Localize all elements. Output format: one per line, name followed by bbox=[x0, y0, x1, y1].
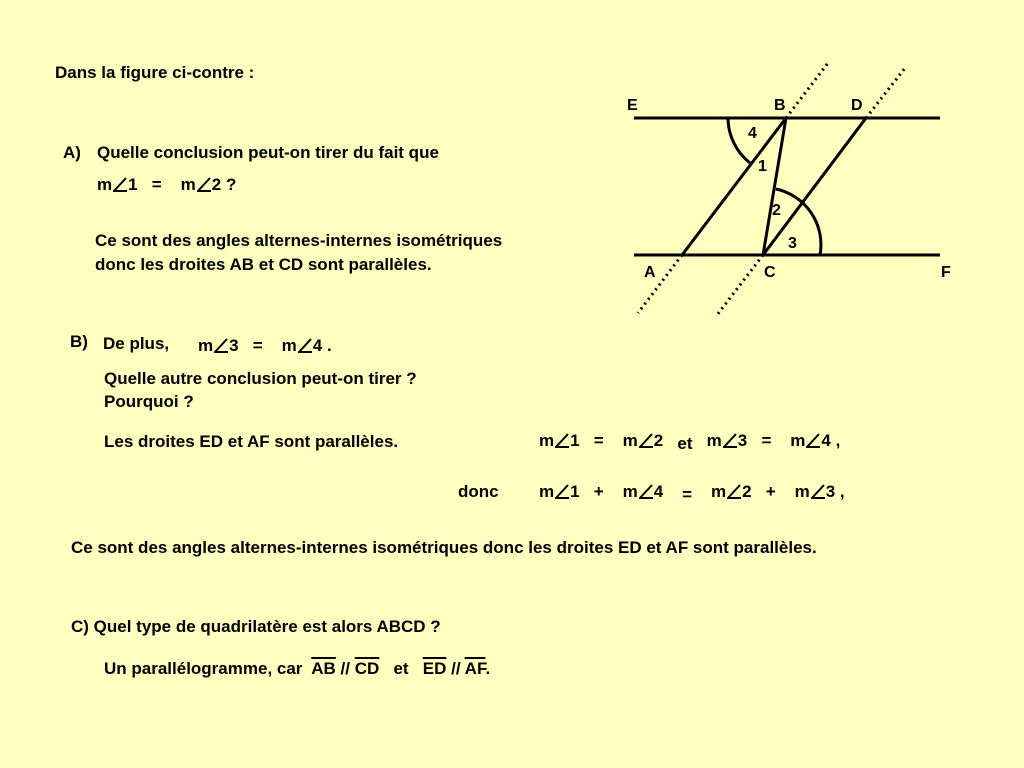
part-b-equation bbox=[198, 335, 332, 358]
part-b-letter: B) bbox=[70, 332, 88, 351]
angle-label-2: 2 bbox=[772, 202, 781, 219]
part-a-question: Quelle conclusion peut-on tirer du fait que bbox=[97, 143, 439, 162]
measure-m: m bbox=[790, 431, 806, 450]
point-label-d: D bbox=[851, 97, 863, 114]
angle-number: 2 bbox=[653, 431, 664, 450]
angle-number: 4 bbox=[312, 336, 323, 355]
measure-m: m bbox=[539, 431, 555, 450]
equals-sign: = bbox=[151, 175, 162, 194]
angle-number: 2 bbox=[742, 482, 752, 501]
segment-cd: $\overline{CD}$ bbox=[354, 659, 380, 678]
measure-m: m bbox=[794, 482, 810, 501]
parallel-symbol: // bbox=[451, 659, 461, 678]
extension-cd-top bbox=[866, 68, 905, 118]
extension-cd-bottom bbox=[717, 255, 763, 315]
measure-m: m bbox=[622, 431, 638, 450]
angle-icon bbox=[113, 177, 127, 192]
comma: , bbox=[839, 482, 845, 501]
point-label-e: E bbox=[627, 97, 638, 114]
parallel-symbol: // bbox=[340, 659, 350, 678]
reasoning-line-2 bbox=[539, 481, 845, 504]
geometry-figure bbox=[600, 55, 960, 320]
et-word: et bbox=[677, 434, 693, 453]
segment-ab: $\overline{AB}$ bbox=[311, 659, 336, 678]
angle-number: 4 bbox=[653, 482, 664, 501]
point-label-f: F bbox=[941, 264, 951, 281]
equals-sign: = bbox=[761, 431, 772, 450]
angle-icon bbox=[214, 338, 228, 353]
arc-angle-4-1 bbox=[728, 118, 750, 163]
period: . bbox=[485, 659, 491, 678]
part-b-answer: Les droites ED et AF sont parallèles. bbox=[104, 432, 399, 451]
equals-sign: = bbox=[593, 431, 604, 450]
equals-sign: = bbox=[682, 485, 693, 504]
segment-cd bbox=[763, 118, 866, 255]
angle-label-1: 1 bbox=[758, 158, 767, 175]
part-c-question: C) Quel type de quadrilatère est alors ABCD ? bbox=[71, 617, 441, 636]
point-label-b: B bbox=[774, 97, 786, 114]
part-a-answer: Ce sont des angles alternes-internes isométriques donc les droites AB et CD sont parallèles. bbox=[95, 231, 503, 274]
point-label-c: C bbox=[764, 264, 776, 281]
measure-m: m bbox=[281, 336, 297, 355]
angle-icon bbox=[555, 433, 569, 448]
angle-number: 1 bbox=[570, 431, 580, 450]
angle-label-4: 4 bbox=[748, 125, 757, 142]
angle-icon bbox=[806, 433, 820, 448]
measure-m: m bbox=[198, 336, 214, 355]
intro-text: Dans la figure ci-contre : bbox=[55, 63, 255, 82]
arc-angle-2-3 bbox=[776, 189, 821, 255]
answer-prefix: Un parallélogramme, car bbox=[104, 659, 303, 678]
angle-icon bbox=[197, 177, 211, 192]
measure-m: m bbox=[710, 482, 727, 501]
measure-m: m bbox=[97, 175, 113, 194]
angle-label-3: 3 bbox=[788, 235, 797, 252]
point-label-a: A bbox=[644, 264, 656, 281]
angle-number: 1 bbox=[570, 482, 580, 501]
angle-number: 3 bbox=[229, 336, 239, 355]
measure-m: m bbox=[622, 482, 638, 501]
angle-icon bbox=[639, 433, 653, 448]
angle-icon bbox=[723, 433, 737, 448]
angle-number: 3 bbox=[825, 482, 836, 501]
angle-icon bbox=[727, 484, 741, 499]
angle-icon bbox=[811, 484, 825, 499]
angle-icon bbox=[555, 484, 569, 499]
segment-bc bbox=[763, 118, 786, 255]
period: . bbox=[326, 336, 332, 355]
comma: , bbox=[835, 431, 841, 450]
segment-ed: $\overline{ED}$ bbox=[422, 659, 447, 678]
part-b-conclusion: Ce sont des angles alternes-internes isométriques donc les droites ED et AF sont parallèles. bbox=[71, 538, 817, 557]
reasoning-donc: donc bbox=[458, 482, 499, 501]
angle-number: 1 bbox=[128, 175, 138, 194]
part-a-equation bbox=[97, 174, 236, 197]
measure-m: m bbox=[706, 431, 722, 450]
measure-m: m bbox=[180, 175, 196, 194]
part-b-intro: De plus, bbox=[103, 334, 170, 353]
angle-number: 2 bbox=[211, 175, 222, 194]
angle-icon bbox=[639, 484, 653, 499]
et-word: et bbox=[393, 659, 409, 678]
reasoning-line-1 bbox=[539, 430, 840, 453]
part-b-question: Quelle autre conclusion peut-on tirer ? Pourquoi ? bbox=[104, 369, 417, 411]
question-mark: ? bbox=[225, 175, 237, 194]
plus-sign: + bbox=[765, 482, 776, 501]
plus-sign: + bbox=[593, 482, 604, 501]
part-c-answer bbox=[104, 658, 490, 681]
equals-sign: = bbox=[252, 336, 263, 355]
part-a-letter: A) bbox=[63, 143, 81, 162]
segment-ab bbox=[682, 118, 786, 255]
angle-number: 4 bbox=[821, 431, 831, 450]
extension-ab-top bbox=[786, 63, 828, 118]
measure-m: m bbox=[539, 482, 555, 501]
angle-icon bbox=[298, 338, 312, 353]
angle-number: 3 bbox=[737, 431, 748, 450]
segment-af: $\overline{AF}$ bbox=[464, 659, 486, 678]
